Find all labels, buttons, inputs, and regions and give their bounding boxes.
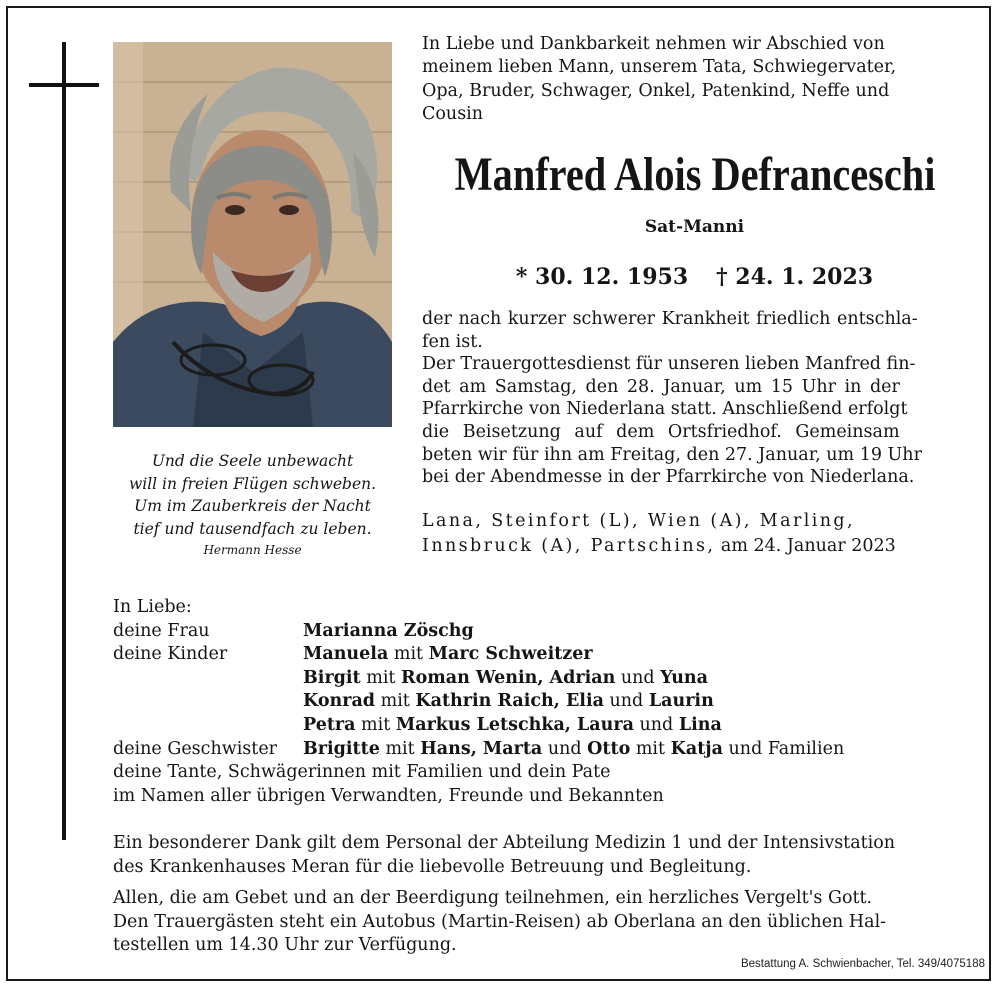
bus-line: testellen um 14.30 Uhr zur Verfügung.: [113, 935, 457, 955]
intro-line: Opa, Bruder, Schwager, Onkel, Patenkind, Neffe und: [422, 80, 890, 101]
service-line: der nach kurzer schwerer Krankheit friedlich entschla-: [422, 309, 918, 329]
bus-line: Allen, die am Gebet und an der Beerdigung teilnehmen, ein herzliches Vergelt's Gott.: [113, 888, 873, 908]
intro-line: meinem lieben Mann, unserem Tata, Schwiegervater,: [422, 57, 897, 78]
child-partner: Marc Schweitzer: [428, 644, 593, 665]
place-line: Lana, Steinfort (L), Wien (A), Marling,: [422, 511, 855, 531]
thanks-text: [113, 832, 973, 958]
connector-text: mit: [385, 738, 415, 759]
connector-text: und: [620, 667, 655, 688]
sibling-name: Hans, Marta: [420, 738, 543, 759]
connector-text: und: [639, 714, 674, 735]
notice-date: am 24. Januar 2023: [720, 536, 896, 556]
child-family: Roman Wenin, Adrian: [401, 667, 616, 688]
connector-text: mit: [393, 644, 424, 665]
place-and-date: [422, 509, 967, 559]
death-date: † 24. 1. 2023: [716, 264, 874, 290]
connector-text: und: [547, 738, 582, 759]
mourners-list: [113, 596, 973, 808]
bus-line: Den Trauergästen steht ein Autobus (Martin-Reisen) ab Oberlana an den üblichen Hal-: [113, 911, 887, 932]
poem-line: will in freien Flügen schweben.: [128, 474, 377, 493]
child-name: Manuela: [303, 644, 389, 665]
child-family: Laurin: [648, 691, 714, 712]
connector-text: mit: [366, 667, 396, 688]
mourners-heading: In Liebe:: [113, 597, 192, 617]
child-family: Yuna: [660, 667, 708, 688]
sibling-name: Katja: [670, 738, 723, 759]
aunt-line: deine Tante, Schwägerinnen mit Familien und dein Pate: [113, 762, 611, 783]
service-line: det am Samstag, den 28. Januar, um 15 Uhr in der: [422, 376, 900, 397]
sibling-name: Brigitte: [303, 738, 380, 759]
child-family: Lina: [678, 714, 722, 735]
service-text: [422, 308, 967, 489]
sibling-name: Otto: [587, 738, 631, 759]
service-line: beten wir für ihn am Freitag, den 27. Januar, um 19 Uhr: [422, 444, 922, 465]
poem-author: Hermann Hesse: [203, 543, 302, 557]
connector-text: und Familien: [728, 738, 845, 759]
undertaker-credit: Bestattung A. Schwienbacher, Tel. 349/4075188: [740, 958, 985, 970]
poem-line: Und die Seele unbewacht: [151, 452, 354, 470]
child-family: Markus Letschka, Laura: [395, 714, 634, 735]
thanks-line: des Krankenhauses Meran für die liebevolle Betreuung und Begleitung.: [113, 856, 752, 877]
child-name: Konrad: [303, 691, 376, 712]
connector-text: mit: [635, 738, 666, 759]
intro-line: In Liebe und Dankbarkeit nehmen wir Abschied von: [422, 34, 885, 54]
deceased-name: Manfred Alois Defranceschi: [454, 148, 936, 201]
siblings-label: deine Geschwister: [113, 738, 278, 759]
cross-icon-bar: [29, 83, 99, 87]
cross-icon: [62, 42, 66, 840]
wife-name: Marianna Zöschg: [303, 620, 474, 641]
poem-line: tief und tausendfach zu leben.: [133, 519, 372, 538]
intro-text: [422, 33, 967, 126]
portrait-photo: [113, 42, 392, 427]
poem: [113, 450, 392, 559]
connector-text: mit: [361, 714, 391, 735]
wife-label: deine Frau: [113, 620, 210, 641]
others-line: im Namen aller übrigen Verwandten, Freunde und Bekannten: [113, 785, 664, 806]
child-name: Petra: [303, 714, 356, 735]
service-line: fen ist.: [422, 331, 483, 352]
intro-line: Cousin: [422, 103, 484, 124]
thanks-line: Ein besonderer Dank gilt dem Personal der Abteilung Medizin 1 und der Intensivstation: [113, 833, 896, 853]
connector-text: und: [609, 691, 644, 712]
life-dates: [422, 262, 967, 292]
birth-date: * 30. 12. 1953: [515, 264, 689, 290]
service-line: Pfarrkirche von Niederlana statt. Anschließend erfolgt: [422, 399, 908, 420]
place-line: Innsbruck (A), Partschins,: [422, 536, 716, 556]
child-name: Birgit: [303, 667, 361, 688]
service-line: die Beisetzung auf dem Ortsfriedhof. Gemeinsam: [422, 421, 900, 442]
children-label: deine Kinder: [113, 644, 228, 665]
service-line: Der Trauergottesdienst für unseren lieben Manfred fin-: [422, 354, 916, 375]
deceased-nickname: Sat-Manni: [644, 217, 745, 237]
child-family: Kathrin Raich, Elia: [415, 691, 604, 712]
poem-line: Um im Zauberkreis der Nacht: [134, 497, 371, 515]
service-line: bei der Abendmesse in der Pfarrkirche von Niederlana.: [422, 467, 915, 488]
connector-text: mit: [380, 691, 410, 712]
